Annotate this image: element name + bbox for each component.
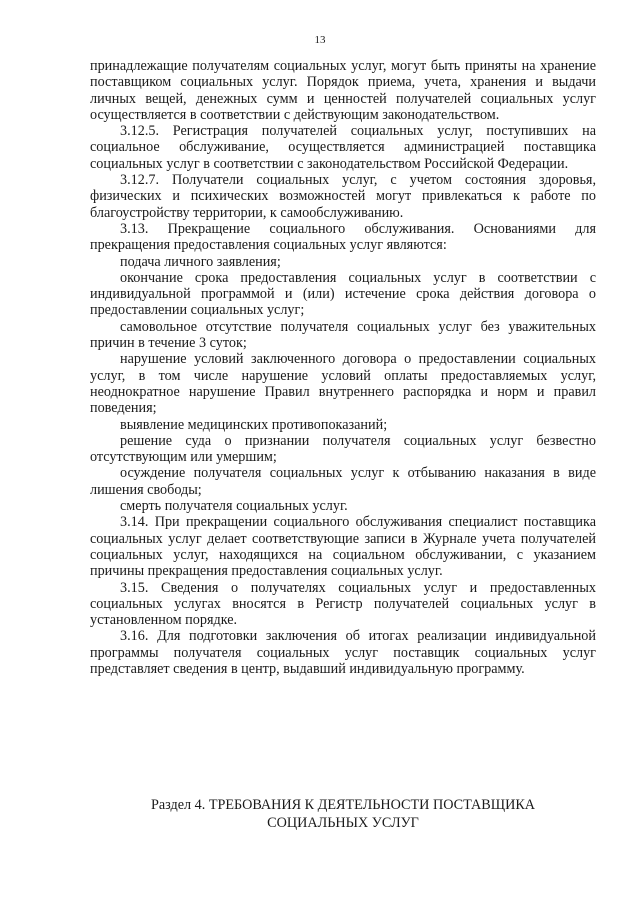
paragraph: 3.12.5. Регистрация получателей социальных услуг, поступивших на социальное обслуживание, осуществляется администрацией поставщика социальных услуг в соответствии с законодательством Российской Федерации. — [90, 123, 596, 172]
list-item: самовольное отсутствие получателя социальных услуг без уважительных причин в течение 3 суток; — [90, 318, 596, 352]
list-item: смерть получателя социальных услуг. — [120, 498, 348, 515]
paragraph: 3.13. Прекращение социального обслуживания. Основаниями для прекращения предоставления социальных услуг являются: — [90, 220, 596, 254]
paragraph: 3.15. Сведения о получателях социальных услуг и предоставленных социальных услугах вносятся в Регистр получателей социальных услуг в установленном порядке. — [90, 579, 596, 629]
list-item: осуждение получателя социальных услуг к отбыванию наказания в виде лишения свободы; — [90, 465, 596, 498]
list-item: подача личного заявления; — [120, 253, 281, 270]
paragraph: 3.12.7. Получатели социальных услуг, с учетом состояния здоровья, физических и психических возможностей могут привлекаться к работе по благоустройству территории, к самообслуживанию. — [90, 172, 596, 221]
list-item: окончание срока предоставления социальных услуг в соответствии с индивидуальной программой и (или) истечение срока действия договора о предоставлении социальных услуг; — [90, 269, 596, 319]
document-body — [90, 58, 596, 677]
page-number: 13 — [314, 34, 326, 46]
section-heading — [90, 796, 596, 832]
paragraph: 3.16. Для подготовки заключения об итогах реализации индивидуальной программы получателя социальных услуг поставщик социальных услуг представляет сведения в центр, выдавший индивидуальную программу. — [90, 628, 596, 677]
list-item: нарушение условий заключенного договора о предоставлении социальных услуг, в том числе нарушение условий оплаты предоставляемых услуг, неоднократное нарушение Правил внутреннего распорядка и норм и правил поведения; — [90, 351, 596, 417]
paragraph: 3.14. При прекращении социального обслуживания специалист поставщика социальных услуг делает соответствующие записи в Журнале учета получателей социальных услуг, находящихся на социальном обслуживании, с указанием причины прекращения предоставления социальных услуг. — [90, 514, 596, 580]
list-item: выявление медицинских противопоказаний; — [120, 416, 388, 433]
section-heading-line: СОЦИАЛЬНЫХ УСЛУГ — [267, 815, 419, 831]
section-heading-line: Раздел 4. ТРЕБОВАНИЯ К ДЕЯТЕЛЬНОСТИ ПОСТАВЩИКА — [150, 797, 536, 813]
list-item: решение суда о признании получателя социальных услуг безвестно отсутствующим или умершим; — [90, 432, 596, 466]
paragraph: принадлежащие получателям социальных услуг, могут быть приняты на хранение поставщиком социальных услуг. Порядок приема, учета, хранения и выдачи личных вещей, денежных сумм и ценностей получателей социальных услуг осуществляется в соответствии с действующим законодательством. — [90, 58, 596, 123]
